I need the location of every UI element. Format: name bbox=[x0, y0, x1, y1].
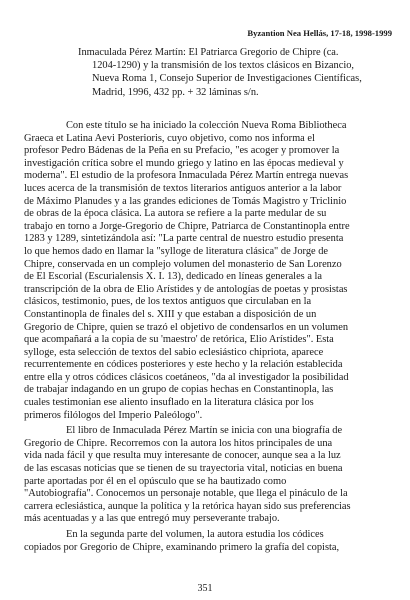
running-head: Byzantion Nea Hellás, 17-18, 1998-1999 bbox=[247, 28, 392, 38]
text-line: "Autobiografía". Conocemos un personaje notable, que llega el pináculo de la bbox=[24, 488, 348, 500]
text-line: de El Escorial (Escurialensis X. I. 13), dedicado en líneas generales a la bbox=[24, 271, 323, 283]
citation-line: 1204-1290) y la transmisión de los textos clásicos en Bizancio, bbox=[92, 60, 355, 72]
review-body bbox=[24, 120, 394, 554]
text-line: de las escasas noticias que se tienen de su trayectoria vital, noticias en buena bbox=[24, 463, 343, 475]
text-line: Chipre, conservada en un complejo volumen del monasterio de San Lorenzo bbox=[24, 258, 342, 270]
text-line: luces acerca de la transmisión de textos literarios antiguos anterior a la labor bbox=[24, 182, 342, 194]
citation-line: Madrid, 1996, 432 pp. + 32 láminas s/n. bbox=[92, 86, 259, 98]
text-line: investigación crítica sobre el mundo griego y latino en las épocas medieval y bbox=[24, 157, 344, 169]
text-line: lo que hemos dado en llamar la "sylloge de literatura clásica" de Jorge de bbox=[24, 245, 329, 257]
text-line: Graeca et Latina Aevi Posterioris, cuyo objetivo, como nos informa el bbox=[24, 132, 315, 144]
text-line: sylloge, esta selección de textos del sabio eclesiástico chipriota, aparece bbox=[24, 346, 324, 358]
paragraph-2 bbox=[24, 425, 394, 526]
text-line: profesor Pedro Bádenas de la Peña en su Prefacio, "es acoger y promover la bbox=[24, 145, 340, 157]
text-line: parte aportadas por él en el opúsculo que se ha bautizado como bbox=[24, 475, 287, 487]
text-line: clásicos, testimonio, pues, de los textos antiguos que circulaban en la bbox=[24, 296, 312, 308]
page-number: 351 bbox=[197, 583, 213, 594]
text-line: de trabajar indagando en un grupo de copias hechas en Constantinopla, las bbox=[24, 384, 334, 396]
text-line: Con este título se ha iniciado la colección Nueva Roma Bibliotheca bbox=[66, 120, 347, 131]
text-line: Constantinopla de finales del s. XIII y que estaban a disposición de un bbox=[24, 308, 317, 320]
paragraph-3 bbox=[24, 529, 394, 554]
citation-line: Inmaculada Pérez Martín: El Patriarca Gregorio de Chipre (ca. bbox=[78, 47, 339, 58]
text-line: El libro de Inmaculada Pérez Martín se inicia con una biografía de bbox=[66, 425, 343, 437]
text-line: transcripción de la obra de Elio Arístides y de antologías de poetas y prosistas bbox=[24, 283, 348, 295]
text-line: que acompañará a la copia de su 'maestro' de retórica, Elio Arístides". Esta bbox=[24, 334, 334, 346]
text-line: entre ella y otros códices clásicos coetáneos, "da al investigador la posibilidad bbox=[24, 371, 349, 383]
text-line: En la segunda parte del volumen, la autora estudia los códices bbox=[66, 529, 324, 540]
text-line: recurrentemente en códices posteriores y este hecho y la relación establecida bbox=[24, 359, 343, 371]
paragraph-1 bbox=[24, 120, 394, 422]
text-line: cuales testimonian ese aliento insuflado en la literatura clásica por los bbox=[24, 397, 314, 409]
citation-line: Nueva Roma 1, Consejo Superior de Investigaciones Científicas, bbox=[92, 73, 362, 85]
text-line: de obras de la época clásica. La autora se refiere a la parte medular de su bbox=[24, 208, 327, 220]
text-line: copiados por Gregorio de Chipre, examinando primero la grafía del copista, bbox=[24, 541, 340, 553]
text-line: moderna". El estudio de la profesora Inmaculada Pérez Martín entrega nuevas bbox=[24, 170, 349, 182]
text-line: Gregorio de Chipre. Recorremos con la autora los hitos principales de una bbox=[24, 437, 333, 449]
text-line: primeros filólogos del Imperio Paleólogo". bbox=[24, 409, 203, 421]
text-line: de Máximo Planudes y a las grandes ediciones de Tomás Magistro y Triclinio bbox=[24, 195, 347, 207]
text-line: más acentuadas y a las que entregó muy perseverante trabajo. bbox=[24, 513, 280, 525]
text-line: carrera eclesiástica, aunque la política y la retórica hayan sido sus preferencias bbox=[24, 500, 351, 512]
text-line: trabajo en torno a Jorge-Gregorio de Chipre, Patriarca de Constantinopla entre bbox=[24, 220, 350, 232]
book-citation bbox=[78, 46, 398, 99]
text-line: Gregorio de Chipre, quien se trazó el objetivo de condensarlos en un volumen bbox=[24, 321, 349, 333]
text-line: 1283 y 1289, sintetizándola así: "La parte central de nuestro estudio presenta bbox=[24, 233, 344, 245]
text-line: vida nada fácil y que resulta muy interesante de conocer, aunque sea a la luz bbox=[24, 450, 341, 462]
